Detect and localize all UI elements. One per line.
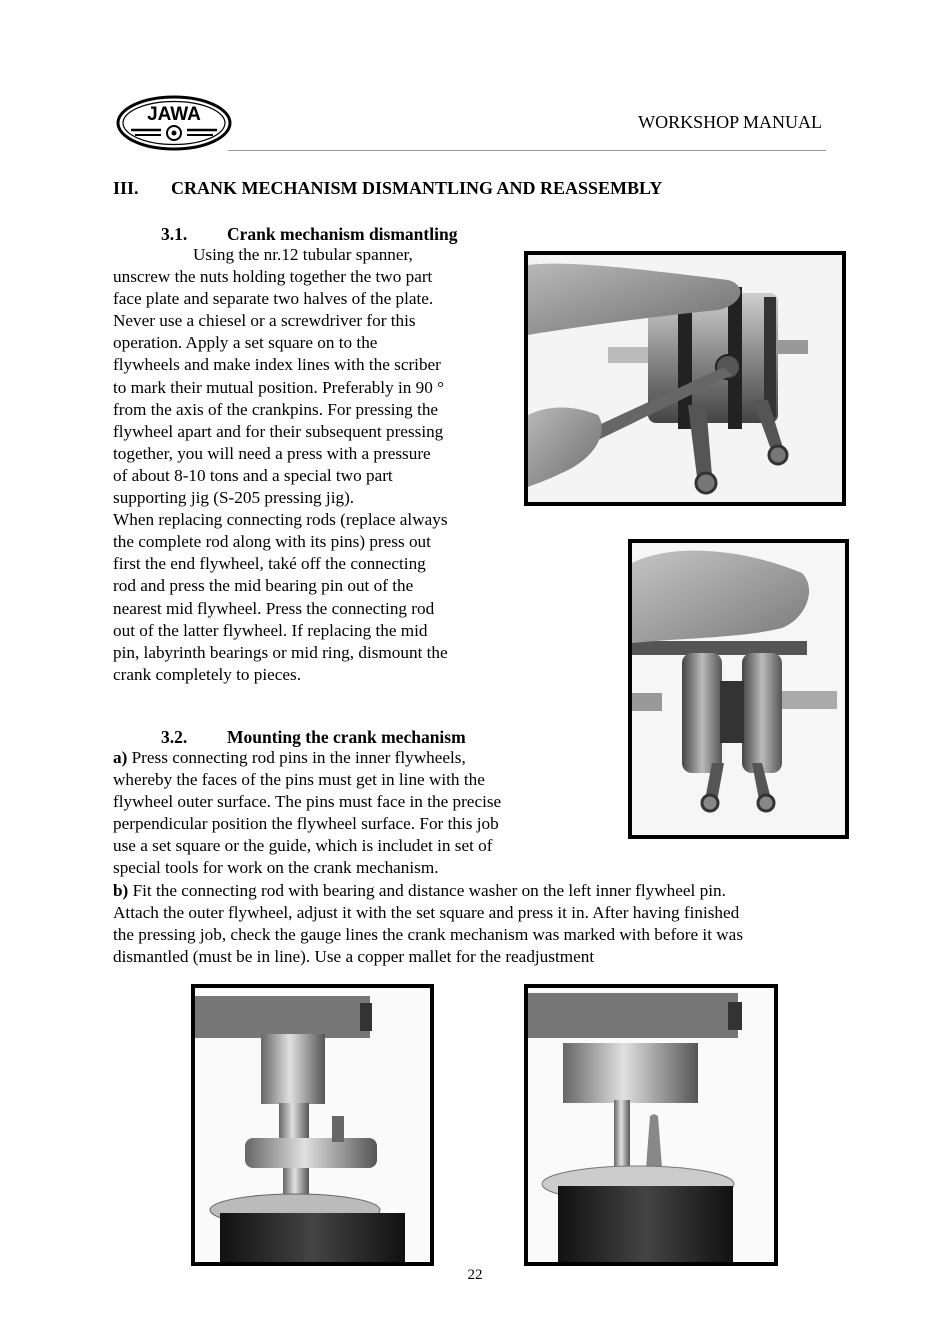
text-line: flywheels and make index lines with the scriber: [113, 355, 441, 375]
text-line: Using the nr.12 tubular spanner,: [193, 245, 413, 264]
photo-set-square: [628, 539, 849, 839]
para-label: b): [113, 880, 129, 900]
text-line: of about 8-10 tons and a special two part: [113, 465, 393, 485]
text-line: supporting jig (S-205 pressing jig).: [113, 488, 355, 508]
chapter-number: III.: [113, 178, 139, 198]
text-line: the complete rod along with its pins) press out: [113, 532, 431, 552]
page-number: 22: [467, 1267, 483, 1283]
text-line: nearest mid flywheel. Press the connecting rod: [113, 598, 435, 618]
text-line: face plate and separate two halves of the plate.: [113, 289, 434, 309]
text-line: Press connecting rod pins in the inner flywheels,: [127, 748, 466, 767]
text-line: Attach the outer flywheel, adjust it with the set square and press it in. After having finished: [113, 902, 740, 922]
paragraph-b-first-line: [113, 880, 833, 902]
chapter-title: CRANK MECHANISM DISMANTLING AND REASSEMBLY: [171, 178, 663, 198]
section-number: 3.2.: [161, 727, 188, 747]
text-line: unscrew the nuts holding together the two part: [113, 267, 433, 287]
text-line: whereby the faces of the pins must get in line with the: [113, 770, 485, 790]
section-heading-3-2: [161, 727, 466, 748]
photo-press-flywheel: [191, 984, 434, 1266]
section-title: Crank mechanism dismantling: [227, 224, 458, 244]
text-line: to mark their mutual position. Preferably in 90 °: [113, 377, 444, 397]
text-line: flywheel apart and for their subsequent pressing: [113, 421, 444, 441]
text-line: When replacing connecting rods (replace always: [113, 510, 448, 530]
text-line: rod and press the mid bearing pin out of the: [113, 576, 414, 596]
photo-crank-spanner: [524, 251, 846, 506]
text-line: Never use a chiesel or a screwdriver for this: [113, 311, 416, 331]
chapter-heading: [113, 178, 662, 199]
header-title: WORKSHOP MANUAL: [638, 112, 822, 132]
text-line: the pressing job, check the gauge lines the crank mechanism was marked with before it was: [113, 924, 744, 944]
text-line: operation. Apply a set square on to the: [113, 333, 378, 353]
text-line: pin, labyrinth bearings or mid ring, dismount the: [113, 642, 448, 662]
jawa-logo: [115, 94, 233, 152]
svg-text:JAWA: JAWA: [147, 104, 201, 125]
text-line: out of the latter flywheel. If replacing the mid: [113, 620, 428, 640]
text-line: special tools for work on the crank mechanism.: [113, 858, 439, 878]
text-line: use a set square or the guide, which is includet in set of: [113, 836, 493, 856]
text-line: dismantled (must be in line). Use a copper mallet for the readjustment: [113, 946, 595, 966]
text-line: first the end flywheel, také off the connecting: [113, 554, 426, 574]
text-line: together, you will need a press with a pressure: [113, 443, 431, 463]
section-heading-3-1: [161, 224, 457, 245]
text-line: crank completely to pieces.: [113, 664, 302, 684]
text-line: Fit the connecting rod with bearing and distance washer on the left inner flywheel pin.: [128, 880, 726, 900]
photo-press-pin: [524, 984, 778, 1266]
text-line: flywheel outer surface. The pins must face in the precise: [113, 792, 502, 812]
section-title: Mounting the crank mechanism: [227, 727, 466, 747]
header-rule: [228, 150, 826, 151]
section-number: 3.1.: [161, 224, 188, 244]
section-3-1-body: [113, 244, 533, 686]
para-label: a): [113, 748, 128, 767]
text-line: perpendicular position the flywheel surface. For this job: [113, 814, 499, 834]
text-line: from the axis of the crankpins. For pressing the: [113, 399, 439, 419]
